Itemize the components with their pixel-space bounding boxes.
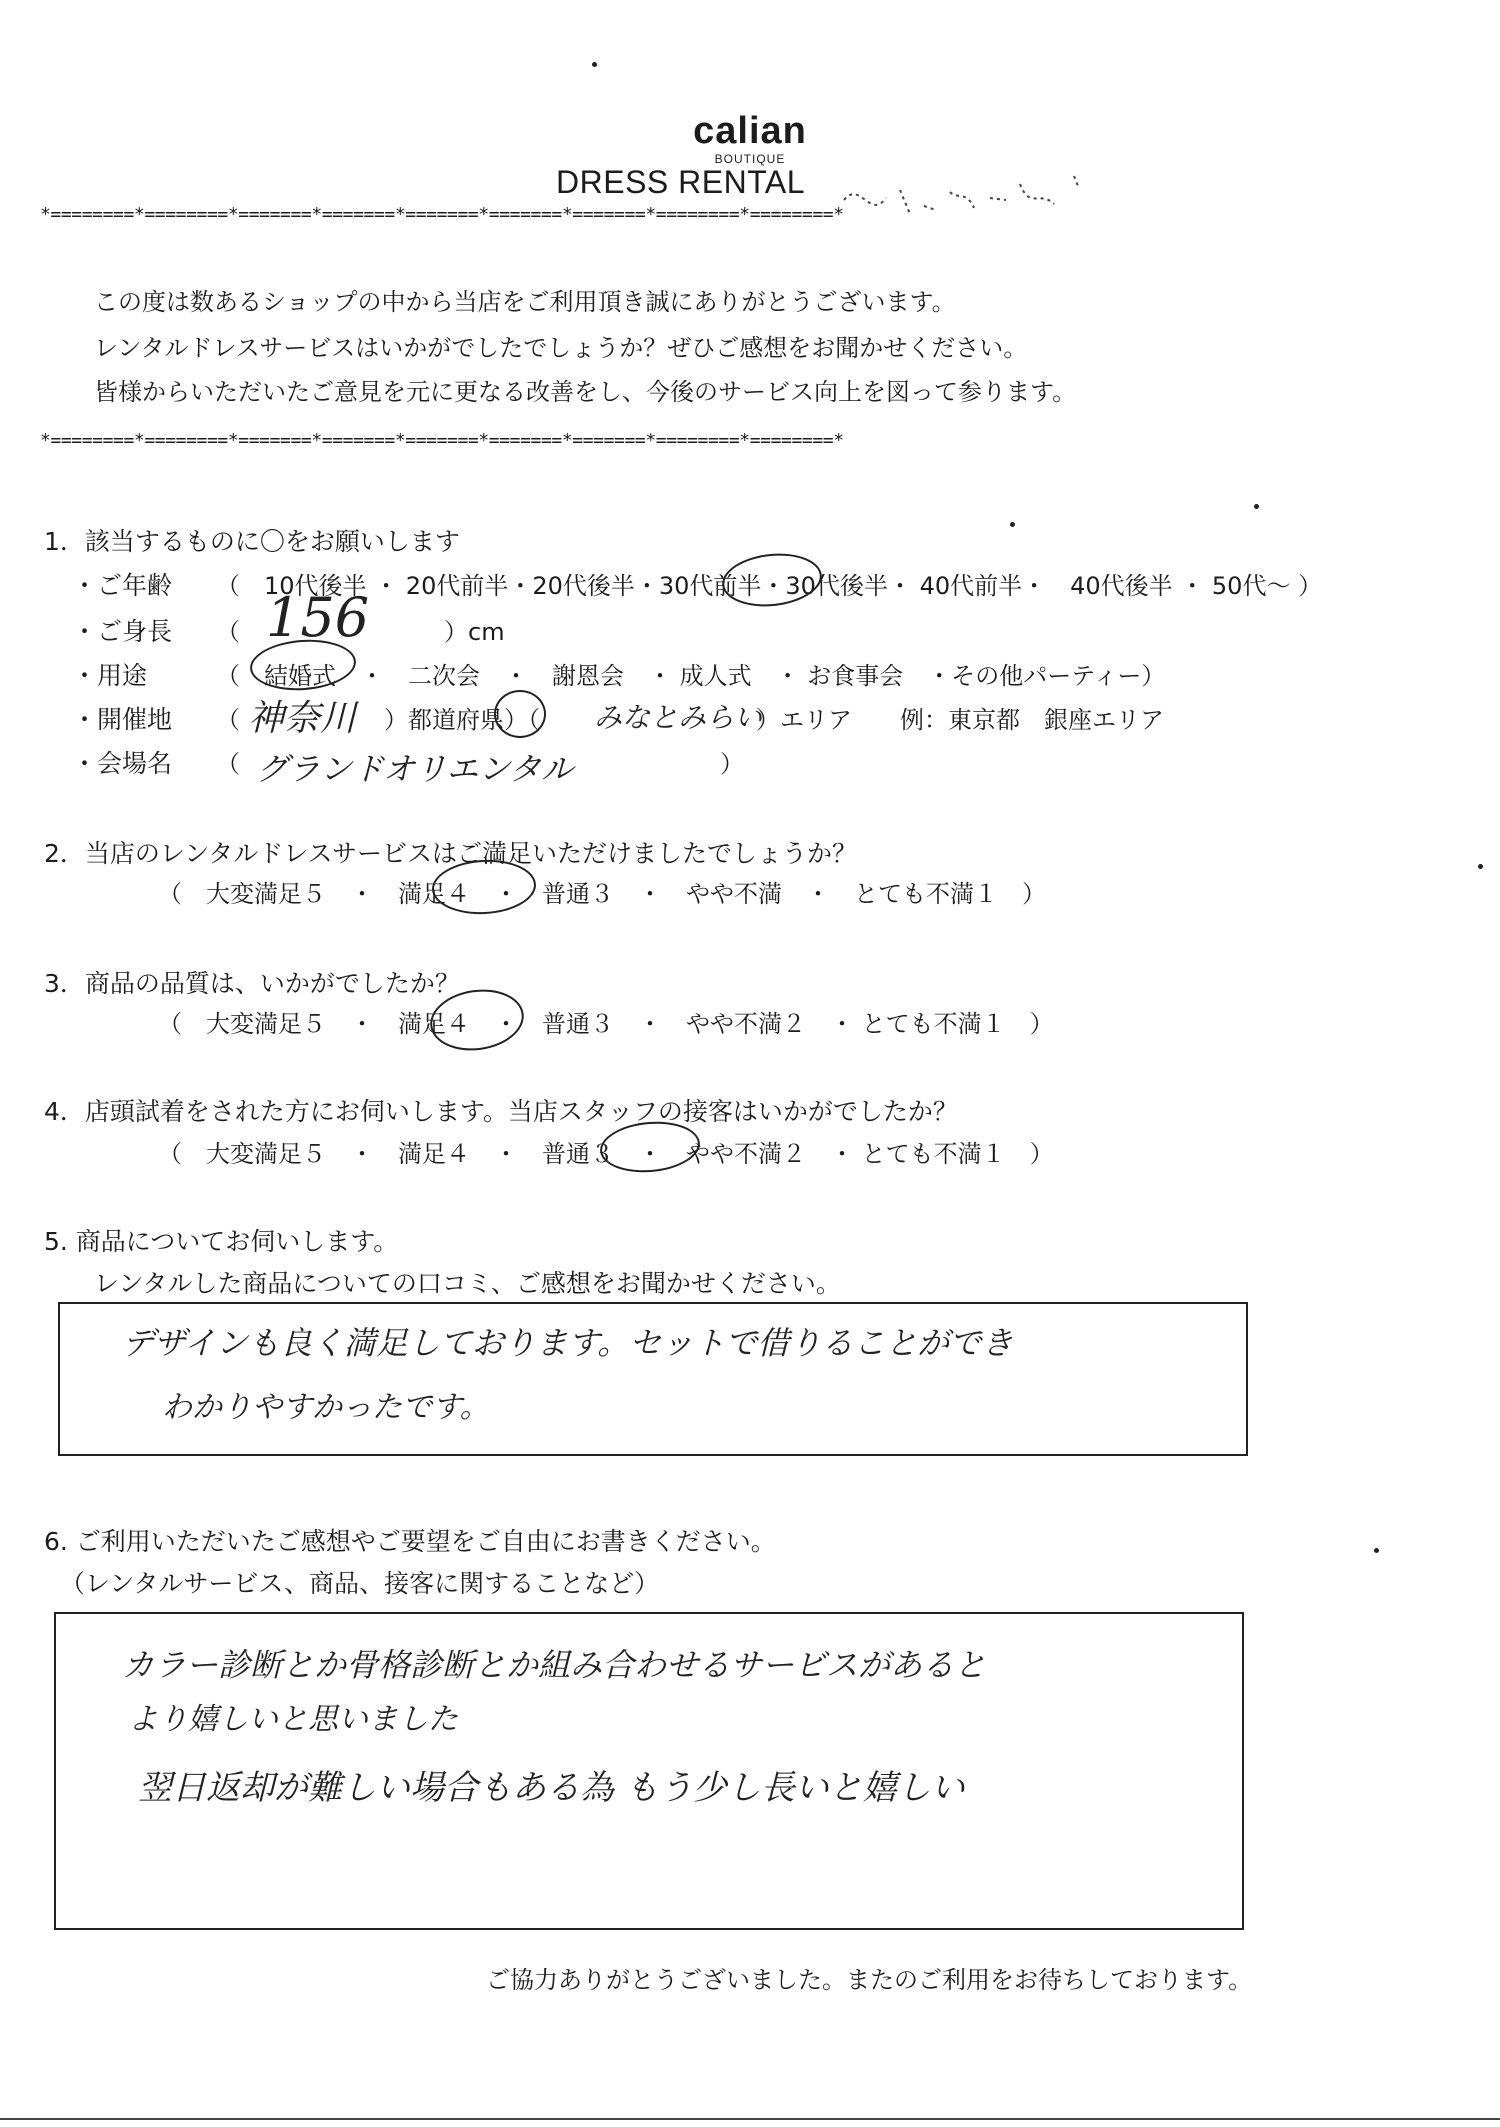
prefecture-circle	[494, 690, 546, 738]
age-selection-circle	[720, 549, 825, 611]
q6-answer-line-2: より嬉しいと思いました	[128, 1702, 458, 1737]
hall-label: ・会場名	[72, 749, 173, 778]
height-label: ・ご身長	[72, 617, 173, 646]
brand-subtitle: BOUTIQUE	[714, 152, 786, 166]
scan-speck	[1010, 522, 1015, 527]
venue-area-value: みなとみらい	[594, 701, 763, 734]
divider-top: *========*========*=======*=======*=======*=======*=======*========*========*	[40, 204, 844, 225]
q4-title: 4．店頭試着をされた方にお伺いします。当店スタッフの接客はいかがでしたか？	[44, 1097, 958, 1126]
intro-line-1: この度は数あるショップの中から当店をご利用頂き誠にありがとうございます。	[94, 288, 956, 316]
scan-edge-line	[0, 2118, 1500, 2120]
q5-answer-line-1: デザインも良く満足しております。セットで借りることができ	[122, 1324, 1014, 1362]
q3-options: （ 大変満足５ ・ 満足４ ・ 普通３ ・ やや不満２ ・ とても不満１ ）	[158, 1010, 1054, 1038]
hall-open: （	[216, 750, 240, 778]
q2-title: 2．当店のレンタルドレスサービスはご満足いただけましたでしょうか？	[44, 839, 858, 868]
intro-line-2: レンタルドレスサービスはいかがでしたでしょうか？ぜひご感想をお聞かせください。	[94, 334, 1028, 362]
scan-speck	[1478, 864, 1483, 869]
q5-answer-line-2: わかりやすかったです。	[162, 1390, 490, 1425]
q3-title: 3．商品の品質は、いかがでしたか？	[44, 969, 460, 998]
height-open: （	[216, 618, 240, 646]
q6-title: 6. ご利用いただいたご感想やご要望をご自由にお書きください。	[44, 1527, 776, 1556]
hall-value: グランドオリエンタル	[256, 750, 574, 788]
venue-pref-value: 神奈川	[248, 698, 357, 739]
intro-line-3: 皆様からいただいたご意見を元に更なる改善をし、今後のサービス向上を図って参ります。	[94, 378, 1077, 406]
purpose-options: （ 結婚式 ・ 二次会 ・ 謝恩会 ・ 成人式 ・ お食事会 ・その他パーティー）	[216, 662, 1166, 690]
age-options: （ 10代後半 ・ 20代前半・20代後半・30代前半・30代後半・ 40代前半・ 40代後半 ・ 50代〜 ）	[216, 572, 1323, 600]
q5-title: 5. 商品についてお伺いします。	[44, 1227, 399, 1256]
height-unit: ）cm	[444, 618, 505, 646]
q6-answer-line-3: 翌日返却が難しい場合もある為 もう少し長いと嬉しい	[138, 1768, 965, 1808]
purpose-label: ・用途	[72, 661, 148, 690]
brand-logo: calian	[693, 110, 807, 152]
divider-bottom: *========*========*=======*=======*=======*=======*=======*========*========*	[40, 430, 844, 451]
venue-pref-open: （	[216, 706, 240, 734]
height-value: 156	[266, 586, 370, 649]
q6-subtitle: （レンタルサービス、商品、接客に関することなど）	[60, 1569, 660, 1598]
q1-title: 1．該当するものに〇をお願いします	[44, 527, 460, 556]
q5-subtitle: レンタルした商品についての口コミ、ご感想をお聞かせください。	[94, 1269, 841, 1298]
scan-speck	[1374, 1548, 1379, 1553]
scan-speck	[1254, 504, 1259, 509]
scan-speck	[592, 62, 597, 67]
footer-thanks: ご協力ありがとうございました。またのご利用をお待ちしております。	[486, 1966, 1253, 1994]
q6-answer-line-1: カラー診断とか骨格診断とか組み合わせるサービスがあると	[122, 1646, 987, 1684]
age-label: ・ご年齢	[72, 571, 173, 600]
venue-pref-suffix: ）都道府県）（	[384, 706, 540, 734]
q2-options: （ 大変満足５ ・ 満足４ ・ 普通３ ・ やや不満 ・ とても不満１ ）	[158, 880, 1046, 908]
venue-area-suffix: ）エリア 例：東京都 銀座エリア	[756, 706, 1164, 734]
venue-label: ・開催地	[72, 705, 173, 734]
page-title: DRESS RENTAL	[556, 164, 806, 200]
q4-options: （ 大変満足５ ・ 満足４ ・ 普通３ ・ やや不満２ ・ とても不満１ ）	[158, 1140, 1054, 1168]
hall-close: ）	[720, 750, 744, 778]
